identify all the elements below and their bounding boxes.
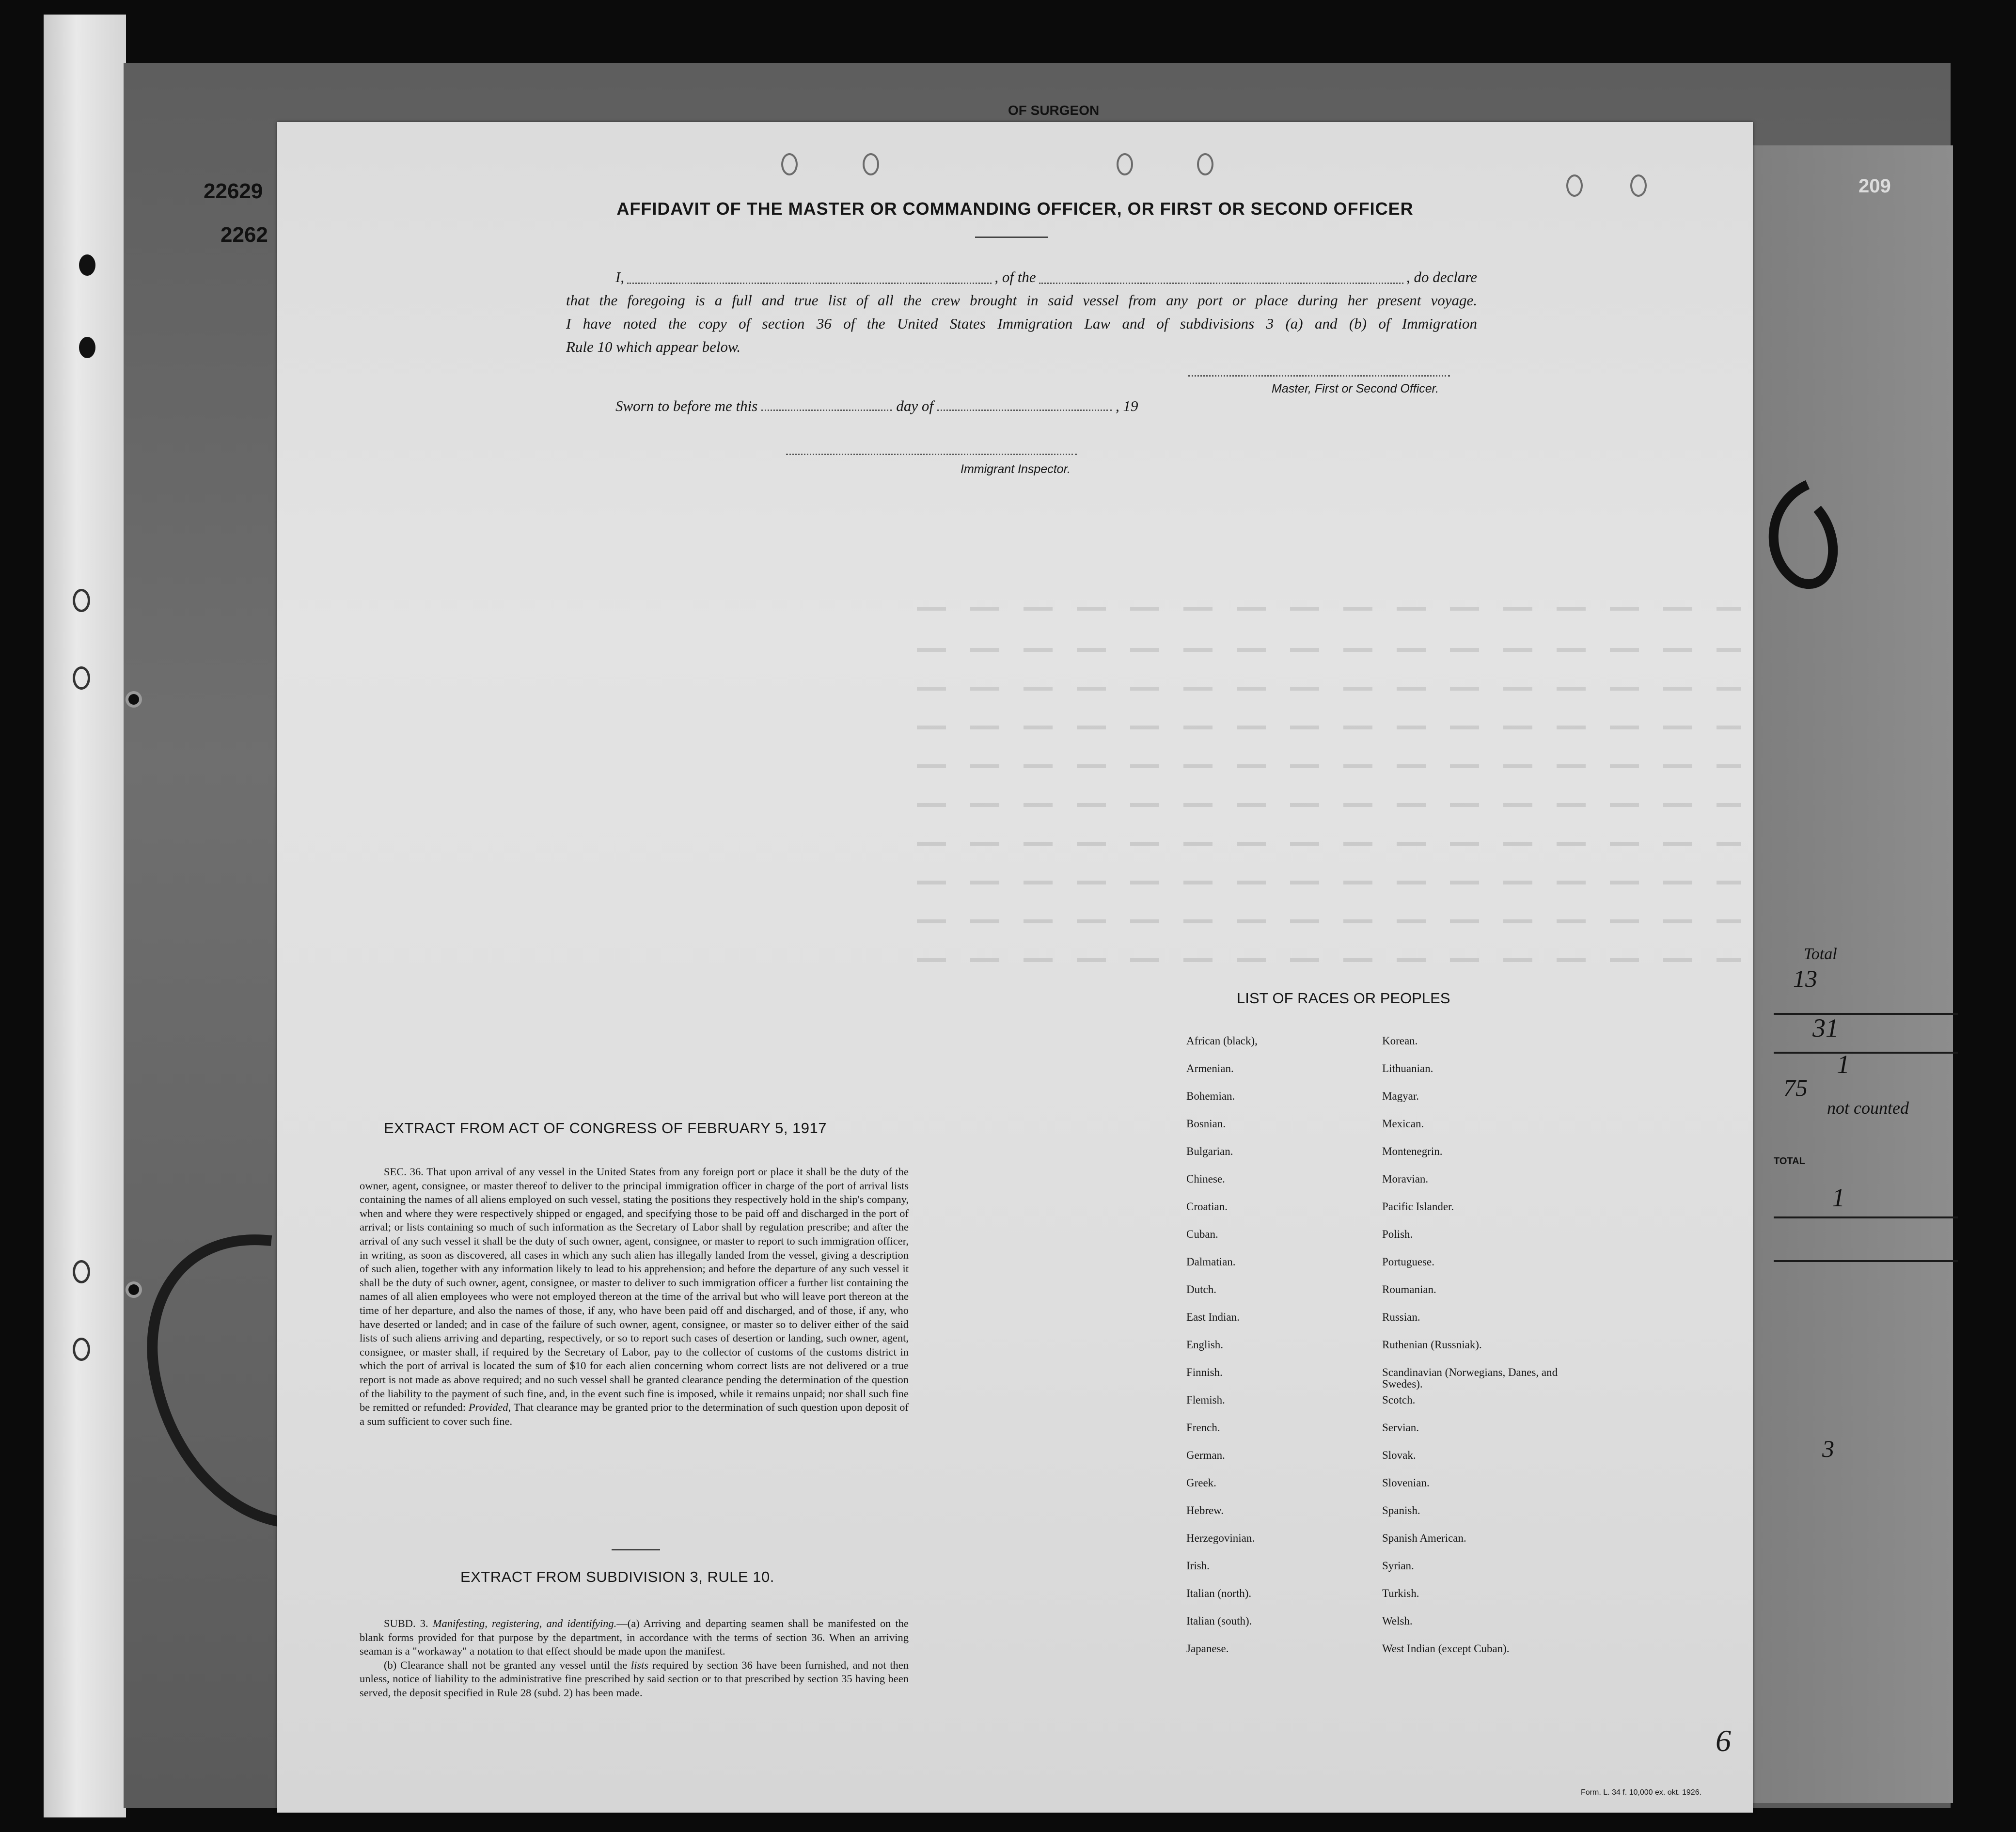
show-through-row: [917, 958, 1741, 962]
pin-hole: [1566, 174, 1583, 197]
top-header-label: OF SURGEON: [1008, 103, 1100, 118]
subd-lead: SUBD. 3.: [384, 1617, 428, 1629]
race-item: Slovak.: [1382, 1449, 1416, 1461]
race-item: Cuban.: [1186, 1228, 1218, 1240]
show-through-row: [917, 687, 1741, 691]
section-rule: [612, 1549, 660, 1550]
tally-note: not counted: [1827, 1098, 1909, 1118]
binder-hole: [73, 666, 90, 690]
race-item: English.: [1186, 1339, 1224, 1351]
show-through-row: [917, 919, 1741, 923]
race-item: Magyar.: [1382, 1090, 1419, 1102]
race-item: Irish.: [1186, 1560, 1210, 1572]
race-item: Moravian.: [1382, 1173, 1429, 1185]
race-item: Hebrew.: [1186, 1504, 1224, 1516]
ink-scribble: [126, 1202, 286, 1541]
race-item: Pacific Islander.: [1382, 1200, 1454, 1213]
name-blank: [627, 266, 992, 284]
race-item: Slovenian.: [1382, 1477, 1430, 1489]
race-item: Polish.: [1382, 1228, 1413, 1240]
race-item: Ruthenian (Russniak).: [1382, 1339, 1482, 1351]
race-item: German.: [1186, 1449, 1225, 1461]
races-title: LIST OF RACES OR PEOPLES: [1237, 990, 1450, 1007]
declaration-of-the: , of the: [994, 268, 1036, 285]
pin-hole: [1197, 153, 1213, 175]
show-through-row: [917, 726, 1741, 729]
race-item: Spanish.: [1382, 1504, 1420, 1516]
subd-b-text: required by section 36 have been furnished, and not then unless, notice of liability to the administrative fine prescribed by said section or to that prescribed by section 35 having been served, the deposit specified in Rule 28 (subd. 2) has been made.: [360, 1658, 909, 1699]
show-through-row: [917, 764, 1741, 768]
race-item: Scandinavian (Norwegians, Danes, and Swedes).: [1382, 1366, 1558, 1390]
races-left-column: [1186, 1035, 1380, 1671]
pin-hole: [1630, 174, 1647, 197]
extract-rule-body: [360, 1617, 909, 1700]
race-item: Portuguese.: [1382, 1256, 1434, 1268]
sworn-year: , 19: [1115, 397, 1138, 414]
tally-value-4: 75: [1783, 1074, 1808, 1101]
race-item: Dalmatian.: [1186, 1256, 1236, 1268]
tally-value-3: 1: [1837, 1050, 1850, 1079]
pin-hole: [781, 153, 798, 175]
binder-hole: [73, 589, 90, 612]
show-through-row: [917, 881, 1741, 884]
race-item: Greek.: [1186, 1477, 1216, 1489]
subd-italic-heading: Manifesting, registering, and identifying.: [432, 1617, 617, 1629]
sworn-statement: [615, 397, 1468, 415]
declaration-text: [566, 266, 1477, 359]
day-blank: [761, 397, 892, 411]
pin-hole: [863, 153, 879, 175]
race-item: Scotch.: [1382, 1394, 1416, 1406]
tally-total-label: TOTAL: [1774, 1156, 1805, 1167]
race-item: Spanish American.: [1382, 1532, 1466, 1544]
page-stamp: 209: [1858, 175, 1891, 197]
binder-hole: [73, 1260, 90, 1283]
extract-rule-title: EXTRACT FROM SUBDIVISION 3, RULE 10.: [460, 1568, 774, 1585]
race-item: Chinese.: [1186, 1173, 1225, 1185]
inspector-signature-line: [786, 454, 1077, 455]
underlying-sheet-right-edge: [1740, 145, 1953, 1803]
proviso-text: That clearance may be granted prior to the determination of such question upon deposit of a sum sufficient to cover such fine.: [360, 1401, 909, 1427]
punch-hole: [128, 694, 139, 705]
race-item: Japanese.: [1186, 1642, 1229, 1655]
race-item: French.: [1186, 1421, 1220, 1434]
declaration-line-3: I have noted the copy of section 36 of the United States Immigration Law and of subdivisions 3 (a) and (b) of Immigration: [566, 315, 1477, 332]
master-signature-line: [1188, 375, 1450, 377]
race-item: Herzegovinian.: [1186, 1532, 1255, 1544]
races-right-column: [1382, 1035, 1586, 1671]
race-item: Welsh.: [1382, 1615, 1413, 1627]
tally-rule: [1774, 1260, 1958, 1262]
tally-rule: [1774, 1052, 1958, 1054]
race-item: Italian (north).: [1186, 1587, 1252, 1599]
subd-b-pre: (b) Clearance shall not be granted any vessel until the: [384, 1658, 628, 1671]
race-item: Armenian.: [1186, 1062, 1234, 1074]
affidavit-title: AFFIDAVIT OF THE MASTER OR COMMANDING OFFICER, OR FIRST OR SECOND OFFICER: [616, 199, 1414, 219]
declaration-line-4: Rule 10 which appear below.: [566, 338, 741, 355]
sworn-text: Sworn to before me this: [615, 397, 758, 414]
section-36-text: SEC. 36. That upon arrival of any vessel in the United States from any foreign port or place it shall be the duty of the owner, agent, consignee, or master thereof to deliver to the principal immigration officer in charge of the port of arrival lists containing the names of all aliens employed on such vessel, stating the positions they respectively hold in the ship's company, when and where they were respectively shipped or engaged, and specifying those to be paid off and discharged in the port of arrival; or lists containing so much of such information as the Secretary of Labor shall by regulation prescribe; and after the arrival of any such vessel it shall be the duty of such owner, agent, consignee, or master to report to such immigration officer, in writing, as soon as discovered, all cases in which any such alien has illegally landed from the vessel, giving a description of such alien, together with any information likely to lead to his apprehension; and before the departure of any such vessel it shall be the duty of such owner, agent, consignee, or master to deliver to such immigration officer a further list containing the names of all alien employees who were not employed thereon at the time of the arrival but who will leave port thereon at the time of her departure, and also the names of those, if any, who have been paid off and discharged, and of those, if any, who have deserted or landed; and in case of the failure of such owner, agent, consignee, or master so to deliver either of the said lists of such aliens arriving and departing, respectively, or so to report such cases of desertion or landing, such owner, agent, consignee, or master shall, if required by the Secretary of Labor, pay to the collector of customs of the customs district in which the port of arrival is located the sum of $10 for each alien concerning whom correct lists are not delivered or a true report is not made as above required; and no such vessel shall be granted clearance pending the determination of the question of the liability to the payment of such fine, and, in the event such fine is imposed, while it remains unpaid; nor shall such fine be remitted or refunded:: [360, 1166, 909, 1414]
tally-rule: [1774, 1013, 1958, 1015]
left-number-2: 2262: [220, 223, 268, 247]
race-item: Servian.: [1382, 1421, 1419, 1434]
race-item: Croatian.: [1186, 1200, 1228, 1213]
vessel-blank: [1039, 266, 1403, 284]
race-item: Montenegrin.: [1382, 1145, 1443, 1157]
left-paper-strip: [44, 15, 126, 1817]
subd-b-lists: lists: [630, 1658, 649, 1671]
tally-value-2: 31: [1812, 1013, 1839, 1042]
ink-loop: [1749, 475, 1856, 601]
tally-value-6: 3: [1822, 1435, 1834, 1462]
extract-act-body: [360, 1165, 909, 1428]
month-blank: [937, 397, 1112, 411]
subd-a-text: —(a) Arriving and departing seamen shall be manifested on the blank forms provided for that purpose by the department, in accordance with the terms of section 36. When an arriving seaman is a "workaway" a notation to that effect should be made upon the manifest.: [360, 1617, 909, 1658]
punch-hole: [79, 254, 95, 276]
show-through-row: [917, 842, 1741, 846]
race-item: Korean.: [1382, 1035, 1418, 1047]
inspector-signature-label: Immigrant Inspector.: [961, 462, 1071, 476]
show-through-row: [917, 607, 1741, 611]
race-item: African (black),: [1186, 1035, 1258, 1047]
footer-handwritten-mark: 6: [1716, 1723, 1731, 1758]
proviso-word: Provided,: [468, 1401, 511, 1414]
declaration-i: I,: [615, 268, 625, 285]
race-item: Flemish.: [1186, 1394, 1225, 1406]
binder-hole: [73, 1338, 90, 1361]
extract-act-title: EXTRACT FROM ACT OF CONGRESS OF FEBRUARY 5, 1917: [384, 1120, 827, 1137]
sworn-day-of: day of: [896, 397, 933, 414]
race-item: West Indian (except Cuban).: [1382, 1642, 1510, 1655]
punch-hole: [79, 337, 95, 358]
race-item: Roumanian.: [1382, 1283, 1436, 1295]
race-item: Turkish.: [1382, 1587, 1419, 1599]
left-number-1: 22629: [204, 179, 263, 203]
master-signature-label: Master, First or Second Officer.: [1272, 382, 1439, 395]
race-item: Italian (south).: [1186, 1615, 1252, 1627]
race-item: East Indian.: [1186, 1311, 1240, 1323]
tally-value-5: 1: [1832, 1183, 1845, 1212]
race-item: Bosnian.: [1186, 1118, 1226, 1130]
race-item: Syrian.: [1382, 1560, 1414, 1572]
declaration-do-declare: , do declare: [1406, 268, 1478, 285]
show-through-row: [917, 648, 1741, 652]
tally-heading: Total: [1804, 945, 1837, 963]
affidavit-sheet: [277, 122, 1753, 1813]
race-item: Dutch.: [1186, 1283, 1216, 1295]
form-number: Form. L. 34 f. 10,000 ex. okt. 1926.: [1581, 1788, 1702, 1797]
race-item: Bohemian.: [1186, 1090, 1235, 1102]
race-item: Bulgarian.: [1186, 1145, 1233, 1157]
declaration-line-2: that the foregoing is a full and true list of all the crew brought in said vessel from any port or place during her present voyage.: [566, 292, 1477, 309]
tally-value-1: 13: [1793, 965, 1817, 992]
race-item: Finnish.: [1186, 1366, 1223, 1378]
title-rule: [975, 237, 1048, 238]
race-item: Russian.: [1382, 1311, 1420, 1323]
pin-hole: [1117, 153, 1133, 175]
tally-rule: [1774, 1216, 1958, 1218]
race-item: Lithuanian.: [1382, 1062, 1433, 1074]
race-item: Mexican.: [1382, 1118, 1424, 1130]
show-through-row: [917, 803, 1741, 807]
